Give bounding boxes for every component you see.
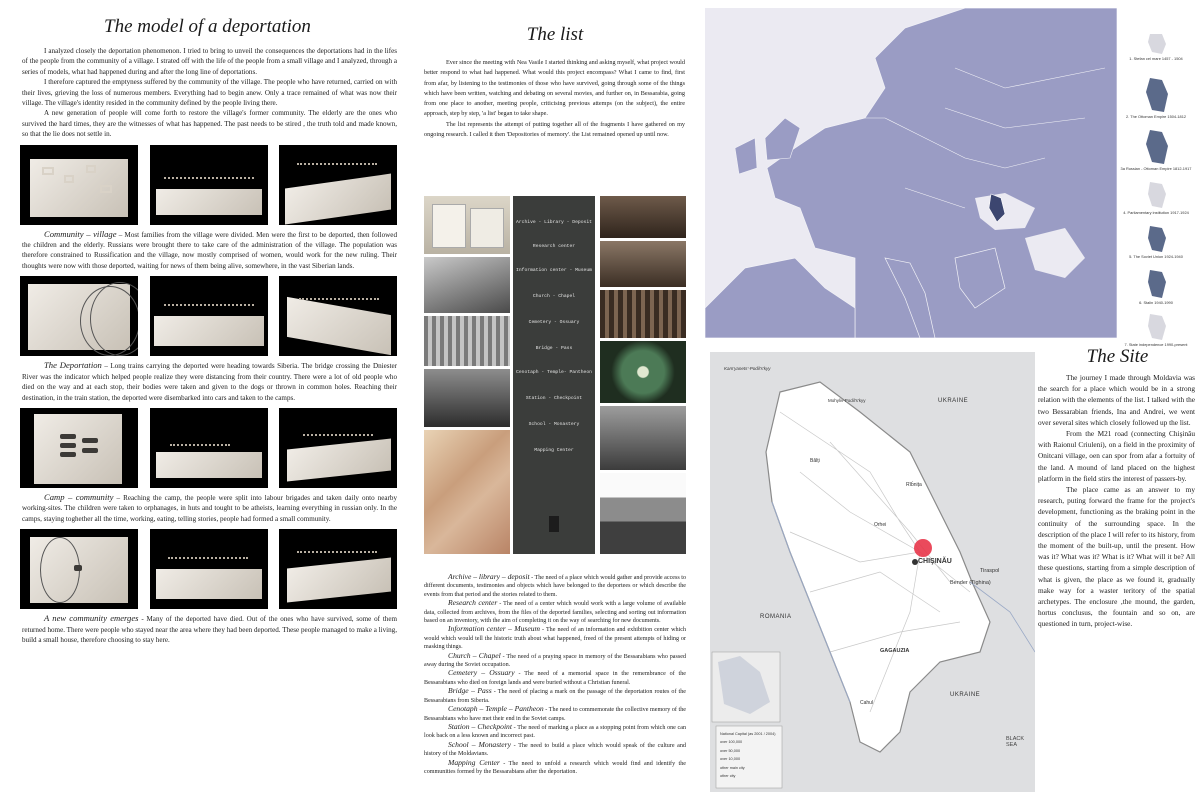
model-photo-village-low bbox=[150, 145, 268, 225]
timeline-label: 7. State independence 1990-present bbox=[1124, 342, 1188, 347]
bridge-photo bbox=[424, 316, 510, 366]
panel-term: Archive - Library - Deposit bbox=[516, 220, 592, 225]
panel-slot bbox=[549, 516, 559, 532]
panel-term: Church - Chapel bbox=[532, 294, 576, 299]
model-photo-new-low bbox=[150, 529, 268, 609]
section-new-community: A new community emerges - Many of the deported have died. Out of the ones who have survived, some of them returned home. There were people who stayed near the area where they had been deported. These people managed to make a living, build a small house, therefore choosing to stay here. bbox=[22, 613, 398, 644]
panel-term: Bridge - Pass bbox=[535, 346, 573, 351]
intro-paragraph-1: I analyzed closely the deportation phenomenon. I tried to bring to unveil the consequences the deportations had in the lifes of the people from the community of a village. I strated off with the life of the people from a small village and I analyzed, through a series of models, what had happened during and after the long line of deportations. bbox=[22, 47, 397, 76]
list-intro-paragraph-2: The list represents the attempt of putting together all of the fragments I have gathered on my ongoing research. I called it then 'Depositories of memory'. the List remained opened up until now. bbox=[424, 120, 685, 139]
model-photo-row-deportation bbox=[0, 276, 415, 356]
list-item-term: Station – Checkpoint bbox=[448, 721, 512, 731]
timeline-item bbox=[1117, 180, 1195, 215]
site-paragraph-2: From the M21 road (connecting Chişinău with Raionul Criuleni), on a field in the proximity of Onitcani village, oen can spor from afar a fortuity of the land. A mound of land placed on the highest platform in the field stirs the interest of passers-by. bbox=[1038, 429, 1195, 483]
site-description bbox=[1038, 372, 1195, 630]
section-heading: A new community emerges bbox=[44, 613, 139, 624]
model-photo-new-angle bbox=[279, 529, 397, 609]
label-orhei: Orhei bbox=[874, 522, 887, 528]
panel-term: Cenotaph - Temple- Pantheon bbox=[516, 370, 592, 375]
library-shelves-photo bbox=[600, 196, 686, 238]
list-item-term: Research center bbox=[448, 598, 498, 608]
section-heading: Camp – community bbox=[44, 491, 114, 502]
list-item: Research center - The need of a center which would work with a large volume of available data, collected from archives, from the files of the deported families, selecting and sorting out information based on an inventory, with the aim of completing it on the way of searching for new documents. bbox=[424, 598, 687, 625]
list-item-term: Information center – Museum bbox=[448, 624, 540, 634]
list-item-term: School – Monastery bbox=[448, 739, 511, 749]
deportation-model-section bbox=[0, 0, 415, 800]
soldiers-photo bbox=[600, 406, 686, 470]
list-item: Bridge – Pass - The need of placing a mark on the passage of the deportation routes of the Bessarabians from Siberia. bbox=[424, 686, 686, 704]
timeline-label: 6. Stalin 1940-1990 bbox=[1139, 300, 1173, 305]
section-community-village: Community – village – Most families from the village were divided. Men were the first to be deported, then followed the children and the elderly. Russians were brought there to take care of the administration of the village. The population was therefore constrained to Russification and the village, now mostly comprised of women, would work for the new ruling. Their thoughts were now with those deported, waiting for news of them being alive, somewhere, in the vast Siberian lands. bbox=[22, 228, 397, 270]
label-black-sea: BLACK SEA bbox=[1006, 736, 1025, 748]
intro-paragraph-3: A new generation of people will come forth to restore the village's former community. The elderly are the ones who survived the hard times, they are the witnesses of what has happened. The past needs to be stired , the truth told and made known, so that the lie does not settle in. bbox=[22, 109, 397, 139]
list-item-term: Cenotaph – Temple – Pantheon bbox=[448, 704, 544, 714]
list-item: Cemetery – Ossuary - The need of a memorial space in the remembrance of the Bessarabians who died on foreign lands and were buried without a Christian funeral. bbox=[424, 668, 686, 686]
list-item-term: Archive – library – deposit bbox=[448, 572, 530, 581]
model-photo-river-section bbox=[150, 276, 268, 356]
list-item-term: Mapping Center bbox=[448, 757, 500, 767]
archive-document-image bbox=[424, 196, 510, 254]
model-photo-camp-plan bbox=[20, 408, 138, 488]
legend-entry: National Capital (as 2001 / 2004) bbox=[720, 732, 776, 736]
legend-entry: over 100,000 bbox=[720, 740, 743, 745]
section-deportation: The Deportation – Long trains carrying the deported were heading towards Siberia. The bridge crossing the Dniester River was the indicator which helped people realize they were distancing from their country. There were a lot of old people who died on the way and at each stop, their bodies were taken and given to the dogs or thrown in common holes. Reaching their destination, in the train station, the deported were disembarked into cars and taken to the camps. bbox=[22, 360, 397, 402]
timeline-label: 3a Russian - Ottoman Empire 1812-1917 bbox=[1120, 166, 1192, 171]
museum-interior-photo bbox=[600, 241, 686, 287]
timeline-item bbox=[1117, 30, 1195, 61]
section-camp-community: Camp – community – Reaching the camp, the people were split into labour brigades and taken daily onto nearby working-sites. The children were taken to orphanages, in huts and tought to be atheists, learning everything in russian only. In the camps, staying toghether all the time, working, eating, telling stories, people had formed a small community. bbox=[22, 491, 397, 523]
panel-term: Cemetery - Ossuary bbox=[528, 320, 580, 325]
section-title-model: The model of a deportation bbox=[104, 16, 311, 37]
panel-term: Research center bbox=[532, 244, 576, 249]
europe-map-svg bbox=[705, 8, 1117, 338]
timeline-label: 4. Parliamentary institution 1917-1924 bbox=[1123, 210, 1189, 215]
model-photo-new-plan bbox=[20, 529, 138, 609]
bell-photo bbox=[424, 257, 510, 313]
timeline-item bbox=[1117, 268, 1195, 305]
model-photo-row-community bbox=[0, 145, 415, 225]
deportation-map-image bbox=[424, 430, 510, 554]
timeline-item bbox=[1117, 224, 1195, 259]
historical-timeline bbox=[1117, 30, 1195, 350]
list-item: Church – Chapel - The need of a praying space in memory of the Bessarabians who passed away during the Soviet occupation. bbox=[424, 650, 687, 669]
label-romania: ROMANIA bbox=[760, 614, 792, 620]
legend-entry: other city bbox=[720, 774, 736, 779]
model-photo-row-new-community bbox=[0, 529, 415, 609]
list-descriptions bbox=[424, 573, 686, 776]
timeline-item bbox=[1117, 312, 1195, 347]
moldova-road-map bbox=[710, 352, 1035, 792]
intro-paragraph-2: I therefore captured the emptyness suffered by the community of the village. The people who have returned, carried on with their lives, grieving the loss of numerous members. Everything had to begin anew. Only a trace remained of what was now their village. The village's identity resided in the community defined by the people living there. bbox=[22, 78, 397, 108]
model-photo-village-plan bbox=[20, 145, 138, 225]
list-item: Cenotaph – Temple – Pantheon - The need to commemorate the collective memory of the Bessarabians who have met their end in the Soviet camps. bbox=[424, 704, 686, 722]
section-heading: Community – village bbox=[44, 228, 117, 239]
list-item: School – Monastery - The need to build a place which would speak of the culture and history of the Moldavians. bbox=[424, 739, 686, 758]
forest-photo bbox=[600, 290, 686, 338]
section-heading: The Deportation bbox=[44, 360, 102, 371]
label-bender: Bender (Tighina) bbox=[950, 580, 991, 586]
label-balti: Bălți bbox=[810, 458, 820, 464]
label-kamyanets: Kam'yanets'-Podil's'kyy bbox=[724, 366, 771, 371]
legend-entries bbox=[720, 730, 780, 780]
section-title-site: The Site bbox=[1086, 346, 1149, 367]
list-item-term: Bridge – Pass bbox=[448, 686, 492, 696]
label-tiraspol: Tiraspol bbox=[980, 568, 1000, 574]
monastery-photo bbox=[600, 473, 686, 554]
list-panel bbox=[513, 196, 595, 554]
label-mohyliv: Mohyliv-Podil's'kyy bbox=[828, 398, 866, 403]
label-ribnita: Rîb́nița bbox=[906, 482, 922, 488]
list-item: Information center – Museum - The need of an information and exhibition center which would which would tell the historic truth about what happened, freed of the present attempts of hiding or masking things. bbox=[424, 624, 686, 651]
model-photo-row-camp bbox=[0, 408, 415, 488]
timeline-item bbox=[1117, 128, 1195, 171]
site-paragraph-1: The journey I made through Moldavia was the search for a place which would be in a strong relation with the elements of the list. I talked with the two Bessarabian friends, Ina and Andrei, we went over several sites which closely followed up the list. bbox=[1038, 373, 1195, 427]
station-crowd-photo bbox=[424, 369, 510, 427]
site-paragraph-3: The place came as an answer to my research, puting forward the frame for the project's development, functioning as the braking point in the continuity of the surrounding space. In the description of the place I will refer to its history, from the moment of the built-up, until the present. How was it? What was it? What is it? What will it be? All these questions, starting from a simple description of what is given, the place as we found it, gradually make way for a waster teritory of the spatial archetypes. The enclosure ,the mound, the garden, hortus conclusus, the fountain and so on, are questioned in turn, project-wise. bbox=[1038, 485, 1195, 629]
panel-term: Mapping Center bbox=[534, 448, 574, 453]
legend-entry: other main city bbox=[720, 765, 745, 770]
model-photo-camp-angle bbox=[279, 408, 397, 488]
model-photo-river-angle bbox=[279, 276, 397, 356]
dome-photo bbox=[600, 341, 686, 403]
list-item: Station – Checkpoint - The need of marking a place as a stopping point from which one can look back on a less known and incorrect past. bbox=[424, 721, 686, 740]
legend-entry: over 50,000 bbox=[720, 748, 741, 753]
list-item-term: Church – Chapel bbox=[448, 650, 501, 660]
model-photo-village-angle bbox=[279, 145, 397, 225]
list-item: Archive – library – deposit - The need of a place which would gather and provide access to different documents, testimonies and objects which have belonged to the deportees or which describe the events from that period and the stories related to them. bbox=[424, 572, 686, 598]
label-cahul: Cahul bbox=[860, 700, 874, 706]
list-intro-paragraph-1: Ever since the meeting with Nea Vasile I started thinking and asking myself, what project would better respond to what had happened. What would this project encompass? What I came to find, first from afar, by listening to the testimonies of those who have survived, going through some of the things which have been written, watching and debating on several movies, and further on, in Bessarabia, going from one place to another, meeting people, criticising previous attemps (on the subject), the entire approach, step by step, 'a list' began to take shape. bbox=[424, 59, 685, 118]
panel-term: School - Monastery bbox=[528, 422, 580, 427]
timeline-label: 1. Stefan cel mare 1457 - 1504 bbox=[1129, 56, 1183, 61]
label-chisinau: CHIŞINĂU bbox=[918, 558, 952, 565]
section-title-list: The list bbox=[526, 24, 584, 45]
model-photo-camp-low bbox=[150, 408, 268, 488]
timeline-label: 5. The Soviet Union 1924-1940 bbox=[1129, 254, 1183, 259]
panel-term: Information center - Museum bbox=[516, 268, 592, 273]
europe-map bbox=[705, 8, 1117, 338]
site-marker bbox=[914, 539, 932, 557]
panel-term: Station - Checkpoint bbox=[525, 396, 583, 401]
timeline-item bbox=[1117, 76, 1195, 119]
list-item: Mapping Center - The need to unfold a research which would find and identify the communities formed by the Bessarabians after the deportation. bbox=[424, 757, 686, 775]
list-item-term: Cemetery – Ossuary bbox=[448, 668, 515, 678]
label-ukraine-south: UKRAINE bbox=[950, 692, 981, 698]
model-photo-river-plan bbox=[20, 276, 138, 356]
legend-entry: over 10,000 bbox=[720, 757, 741, 762]
timeline-label: 2. The Ottoman Empire 1504-1812 bbox=[1125, 114, 1187, 119]
label-ukraine-north: UKRAINE bbox=[938, 398, 969, 404]
label-gagauzia: GAGAUZIA bbox=[880, 648, 910, 654]
